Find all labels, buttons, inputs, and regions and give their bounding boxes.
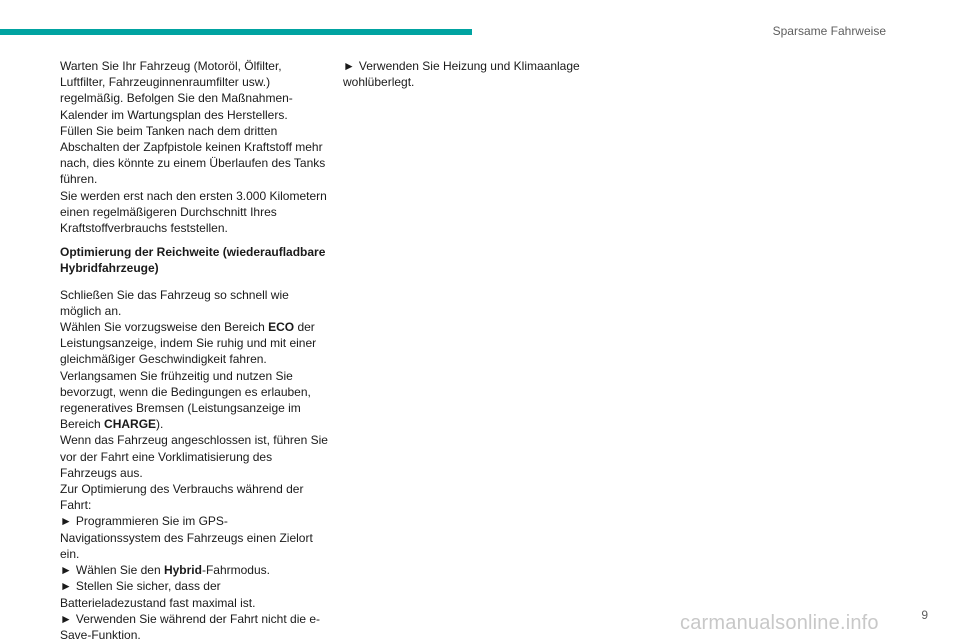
right-column (343, 58, 603, 90)
paragraph-eco: Wählen Sie vorzugsweise den Bereich ECO der Leistungsanzeige, indem Sie ruhig und mit einer gleichmäßiger Geschwindigkeit fahren. (60, 320, 317, 367)
page-number: 9 (921, 608, 928, 622)
left-column (60, 58, 328, 640)
paragraph-regen: Verlangsamen Sie frühzeitig und nutzen Sie bevorzugt, wenn die Bedingungen es erlauben, regeneratives Bremsen (Leistungsanzeige im Bereich CHARGE). (60, 368, 311, 432)
watermark: carmanualsonline.info (680, 612, 879, 634)
section-title: Sparsame Fahrweise (772, 24, 886, 38)
arrow-icon: ► (60, 611, 72, 626)
bullet-battery: ► Stellen Sie sicher, dass der Batterieladezustand fast maximal ist. (60, 579, 256, 610)
bullet-gps: ► Programmieren Sie im GPS-Navigationssystem des Fahrzeugs einen Zielort ein. (60, 514, 313, 561)
header-accent-bar (0, 29, 472, 35)
bullet-climate: ► Verwenden Sie Heizung und Klimaanlage wohlüberlegt. (343, 59, 580, 90)
bullet-hybrid-mode: ► Wählen Sie den Hybrid-Fahrmodus. (60, 563, 270, 578)
bullet-esave: ► Verwenden Sie während der Fahrt nicht die e-Save-Funktion. (60, 611, 321, 640)
paragraph-maintenance: Warten Sie Ihr Fahrzeug (Motoröl, Ölfilter, Luftfilter, Fahrzeuginnenraumfilter usw.) regelmäßig. Befolgen Sie den Maßnahmen-Kalender im Wartungsplan des Herstellers. (60, 59, 293, 122)
arrow-icon: ► (60, 514, 72, 529)
arrow-icon: ► (343, 59, 355, 73)
arrow-icon: ► (60, 563, 72, 578)
paragraph-connect: Schließen Sie das Fahrzeug so schnell wie möglich an. (60, 287, 289, 318)
paragraph-refuel: Füllen Sie beim Tanken nach dem dritten Abschalten der Zapfpistole keinen Kraftstoff mehr nach, dies könnte zu einem Überlaufen des Tanks führen. (60, 123, 326, 187)
paragraph-preconditioning: Wenn das Fahrzeug angeschlossen ist, führen Sie vor der Fahrt eine Vorklimatisierung des Fahrzeugs aus. (60, 433, 328, 480)
arrow-icon: ► (60, 579, 72, 594)
heading-range-optimization: Optimierung der Reichweite (wiederaufladbare Hybridfahrzeuge) (60, 245, 326, 276)
paragraph-while-driving: Zur Optimierung des Verbrauchs während der Fahrt: (60, 482, 304, 513)
paragraph-consumption: Sie werden erst nach den ersten 3.000 Kilometern einen regelmäßigeren Durchschnitt Ihres Kraftstoffverbrauchs feststellen. (60, 188, 327, 236)
